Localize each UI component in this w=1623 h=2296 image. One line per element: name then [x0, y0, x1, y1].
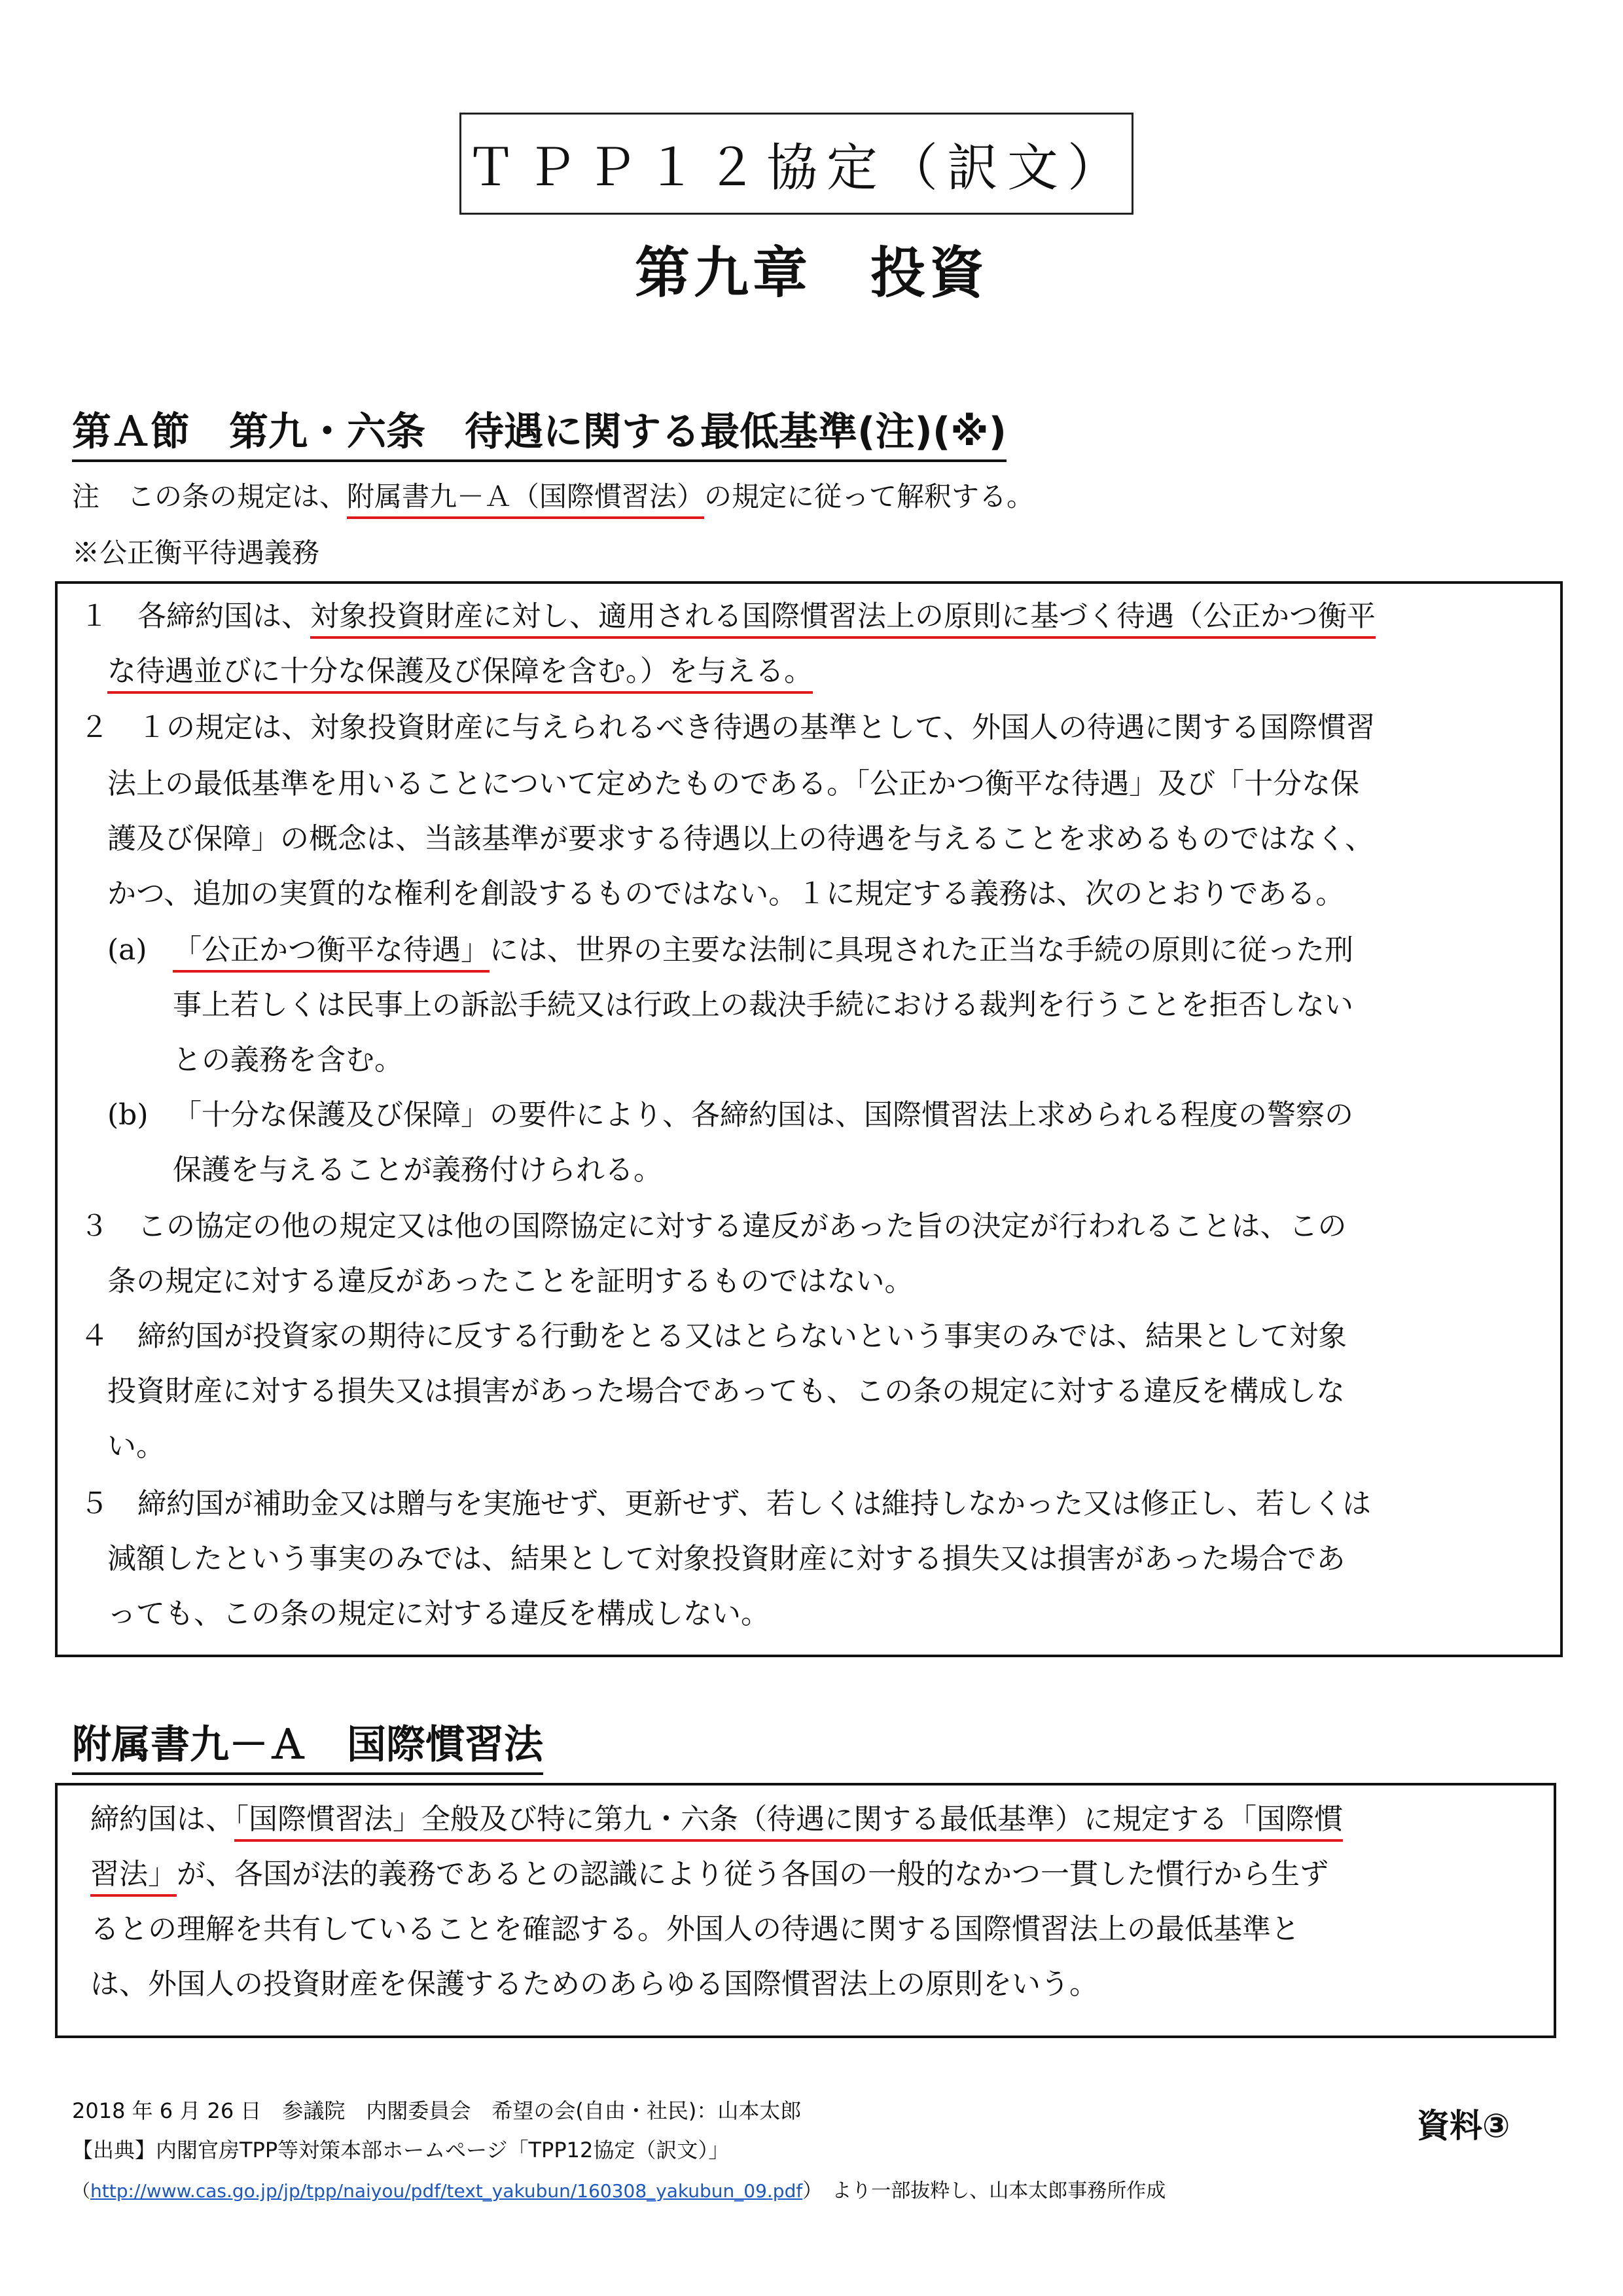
footer-source-line: 【出典】内閣官房TPP等対策本部ホームページ「TPP12協定（訳文）」 [72, 2138, 730, 2162]
material-badge: 資料③ [1417, 2107, 1510, 2145]
annex-line-2 [90, 1857, 1329, 1891]
annex-line-1-underlined: 「国際慣習法」全般及び特に第九・六条（待遇に関する最低基準）に規定する「国際慣 [234, 1803, 1343, 1836]
annex-line-1-lead: 締約国は、 [90, 1803, 234, 1836]
paragraph-1-underlined-cont: な待遇並びに十分な保護及び保障を含む。）を与える。 [107, 655, 813, 688]
footer-date-line: 2018 年 6 月 26 日 参議院 内閣委員会 希望の会(自由・社民)：山本太郎 [72, 2098, 802, 2123]
paragraph-3-line-2: 条の規定に対する違反があったことを証明するものではない。 [107, 1265, 914, 1298]
item-a-label: (a) [107, 933, 147, 967]
chapter-title: 第九章 投資 [634, 241, 988, 305]
source-url-link[interactable]: http://www.cas.go.jp/jp/tpp/naiyou/pdf/text_yakubun/160308_yakubun_09.pdf [90, 2180, 803, 2202]
note-annex-reference: 附属書九－Ａ（国際慣習法） [347, 480, 705, 512]
item-a-line-3: との義務を含む。 [173, 1043, 403, 1077]
paragraph-1-underlined: 対象投資財産に対し、適用される国際慣習法上の原則に基づく待遇（公正かつ衡平 [310, 600, 1376, 633]
annex-box [55, 1783, 1556, 2038]
paragraph-4-line-3: い。 [107, 1429, 165, 1463]
paragraph-5-line-2: 減額したという事実のみでは、結果として対象投資財産に対する損失又は損害があった場合であ [107, 1542, 1346, 1575]
paragraph-5-line-1: ５ 締約国が補助金又は贈与を実施せず、更新せず、若しくは維持しなかった又は修正し、若しくは [80, 1487, 1371, 1520]
paragraph-4-line-2: 投資財産に対する損失又は損害があった場合であっても、この条の規定に対する違反を構成しな [107, 1374, 1346, 1408]
paragraph-2-line-2: 法上の最低基準を用いることについて定めたものである。「公正かつ衡平な待遇」及び「十分な保 [107, 767, 1360, 800]
annex-heading: 附属書九－Ａ 国際慣習法 [72, 1713, 543, 1775]
annex-line-1 [90, 1805, 1343, 1834]
item-b-line-1: 「十分な保護及び保障」の要件により、各締約国は、国際慣習法上求められる程度の警察の [173, 1098, 1353, 1132]
annex-line-3: るとの理解を共有していることを確認する。外国人の待遇に関する国際慣習法上の最低基準と [90, 1912, 1300, 1946]
paragraph-2-line-3: 護及び保障」の概念は、当該基準が要求する待遇以上の待遇を与えることを求めるものではなく、 [107, 822, 1374, 855]
item-b-line-2: 保護を与えることが義務付けられる。 [173, 1153, 662, 1187]
paragraph-1-line-2 [107, 657, 813, 686]
section-note [72, 475, 1034, 514]
item-a-line-1 [173, 933, 1353, 967]
paragraph-1-lead: １ 各締約国は、 [80, 600, 310, 633]
section-a-heading: 第Ａ節 第九・六条 待遇に関する最低基準(注)(※) [72, 401, 1007, 462]
footer-note: ） より一部抜粋し、山本太郎事務所作成 [802, 2179, 1166, 2202]
paragraph-2-line-1: ２ １の規定は、対象投資財産に与えられるべき待遇の基準として、外国人の待遇に関する国際慣習 [80, 711, 1376, 744]
paragraph-3-line-1: ３ この協定の他の規定又は他の国際協定に対する違反があった旨の決定が行われることは、この [80, 1210, 1347, 1243]
item-a-underlined: 「公正かつ衡平な待遇」 [173, 933, 490, 967]
note-suffix: の規定に従って解釈する。 [704, 480, 1035, 512]
paragraph-2-line-4: かつ、追加の実質的な権利を創設するものではない。１に規定する義務は、次のとおりである。 [107, 877, 1345, 910]
url-open-paren: （ [72, 2180, 91, 2202]
footer-url-line [72, 2174, 1166, 2203]
article-box [55, 581, 1563, 1657]
paragraph-1-line-1 [80, 602, 1376, 631]
item-a-rest: には、世界の主要な法制に具現された正当な手続の原則に従った刑 [490, 933, 1353, 967]
item-a-line-2: 事上若しくは民事上の訴訟手続又は行政上の裁決手続における裁判を行うことを拒否しない [173, 988, 1353, 1022]
paragraph-5-line-3: っても、この条の規定に対する違反を構成しない。 [107, 1597, 770, 1630]
annex-line-2-underlined: 習法」 [90, 1857, 177, 1891]
annex-line-2-rest: が、各国が法的義務であるとの認識により従う各国の一般的なかつ一貫した慣行から生ず [177, 1857, 1329, 1891]
paragraph-4-line-1: ４ 締約国が投資家の期待に反する行動をとる又はとらないという事実のみでは、結果として対象 [80, 1319, 1347, 1353]
note-prefix: 注 この条の規定は、 [72, 480, 348, 512]
item-b-label: (b) [107, 1098, 149, 1132]
section-remark: ※公正衡平待遇義務 [72, 537, 320, 569]
document-title: ＴＰＰ１２協定（訳文） [459, 113, 1133, 215]
annex-line-4: は、外国人の投資財産を保護するためのあらゆる国際慣習法上の原則をいう。 [90, 1967, 1098, 2001]
